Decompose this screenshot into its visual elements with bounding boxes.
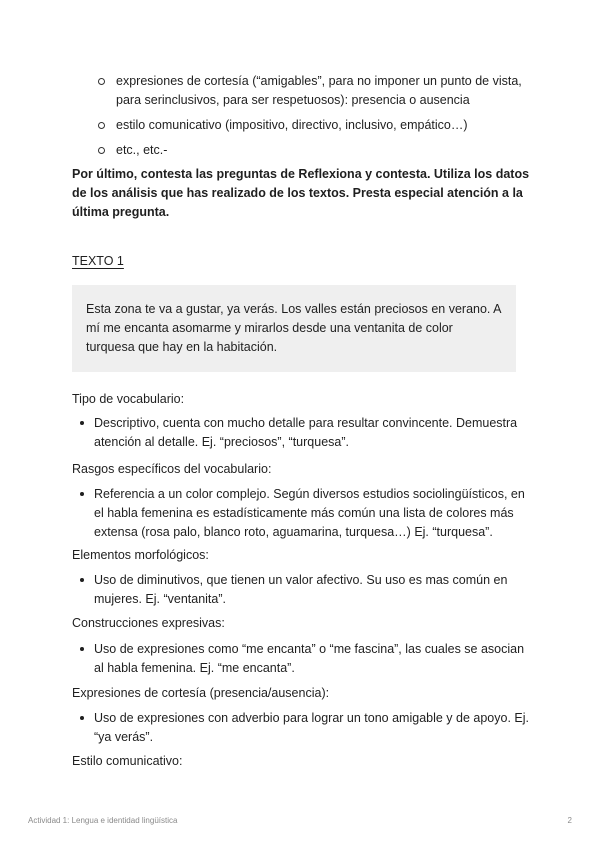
analysis-list bbox=[76, 640, 536, 678]
footer-title: Actividad 1: Lengua e identidad lingüística bbox=[28, 816, 178, 825]
analysis-list bbox=[76, 571, 536, 609]
analysis-label: Expresiones de cortesía (presencia/ausencia): bbox=[72, 686, 330, 700]
section-title: TEXTO 1 bbox=[72, 254, 124, 268]
quote-box: Esta zona te va a gustar, ya verás. Los valles están preciosos en verano. A mí me encanta asomarme y mirarlos desde una ventanita de color turquesa que hay en la habitación. bbox=[72, 285, 516, 372]
list-item: Uso de expresiones con adverbio para lograr un tono amigable y de apoyo. Ej. “ya verás”. bbox=[76, 709, 536, 747]
list-item: Uso de expresiones como “me encanta” o “me fascina”, las cuales se asocian al habla femenina. Ej. “me encanta”. bbox=[76, 640, 536, 678]
analysis-label: Construcciones expresivas: bbox=[72, 616, 225, 630]
page-number: 2 bbox=[567, 816, 572, 825]
list-item: etc., etc.- bbox=[96, 141, 536, 160]
list-item: expresiones de cortesía (“amigables”, para no imponer un punto de vista, para serinclusivos, para ser respetuosos): presencia o ausencia bbox=[96, 72, 536, 110]
analysis-label: Estilo comunicativo: bbox=[72, 754, 183, 768]
list-item: Descriptivo, cuenta con mucho detalle para resultar convincente. Demuestra atención al detalle. Ej. “preciosos”, “turquesa”. bbox=[76, 414, 536, 452]
analysis-label: Rasgos específicos del vocabulario: bbox=[72, 462, 272, 476]
list-item: Uso de diminutivos, que tienen un valor afectivo. Su uso es mas común en mujeres. Ej. “ventanita”. bbox=[76, 571, 536, 609]
criteria-list bbox=[96, 72, 536, 166]
analysis-list bbox=[76, 414, 536, 452]
analysis-list bbox=[76, 485, 536, 542]
analysis-label: Elementos morfológicos: bbox=[72, 548, 209, 562]
list-item: estilo comunicativo (impositivo, directivo, inclusivo, empático…) bbox=[96, 116, 536, 135]
analysis-list bbox=[76, 709, 536, 747]
instruction-paragraph: Por último, contesta las preguntas de Reflexiona y contesta. Utiliza los datos de los análisis que has realizado de los textos. Presta especial atención a la última pregunta. bbox=[72, 167, 530, 219]
list-item: Referencia a un color complejo. Según diversos estudios sociolingüísticos, en el habla femenina es estadísticamente más común una lista de colores más extensa (rosa palo, blanco roto, aguamarina, turquesa…) Ej. “turquesa”. bbox=[76, 485, 536, 542]
analysis-label: Tipo de vocabulario: bbox=[72, 392, 185, 406]
